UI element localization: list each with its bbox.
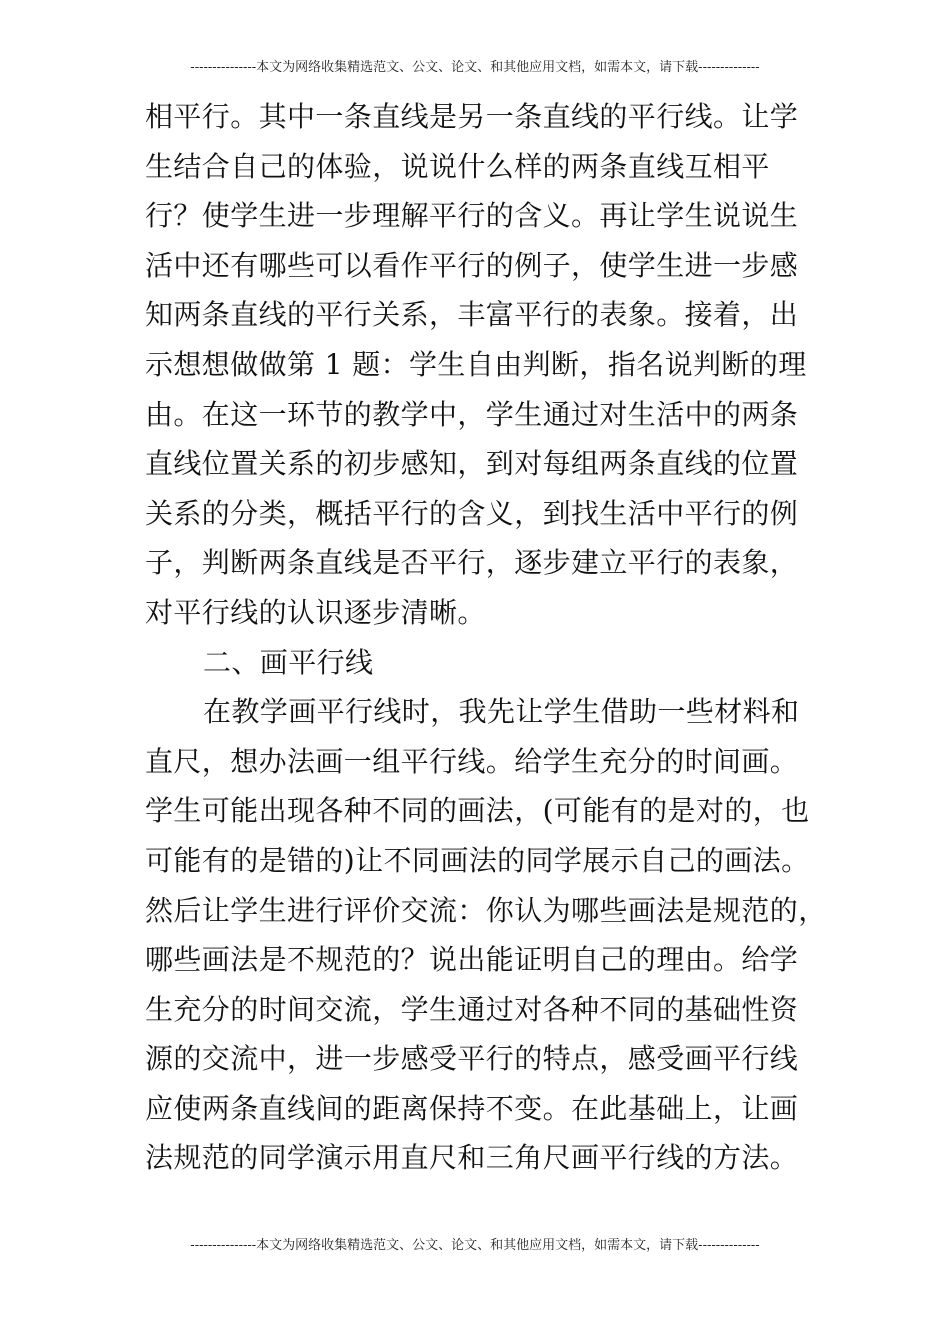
text-line: 相平行。其中一条直线是另一条直线的平行线。让学 <box>145 100 799 133</box>
text-line: 哪些画法是不规范的？说出能证明自己的理由。给学 <box>145 943 799 977</box>
text-line: 学生可能出现各种不同的画法，(可能有的是对的，也 <box>145 794 810 828</box>
text-line: 源的交流中，进一步感受平行的特点，感受画平行线 <box>145 1042 799 1076</box>
text-line: 然后让学生进行评价交流：你认为哪些画法是规范的， <box>145 893 827 927</box>
body-text <box>145 92 827 1183</box>
header-note: ---------------本文为网络收集精选范文、公文、论文、和其他应用文档，如需本文，请下载-------------- <box>190 60 760 75</box>
text-line: 应使两条直线间的距离保持不变。在此基础上，让画 <box>145 1091 799 1125</box>
text-line: 知两条直线的平行关系，丰富平行的表象。接着，出 <box>145 298 799 332</box>
text-line: 在教学画平行线时，我先让学生借助一些材料和 <box>203 695 800 729</box>
text-line: 可能有的是错的)让不同画法的同学展示自己的画法。 <box>145 843 810 877</box>
text-line: 生结合自己的体验，说说什么样的两条直线互相平 <box>145 149 770 183</box>
text-line: 子，判断两条直线是否平行，逐步建立平行的表象， <box>145 546 799 580</box>
text-line: 生充分的时间交流，学生通过对各种不同的基础性资 <box>145 992 799 1026</box>
text-line: 示想想做做第 1 题：学生自由判断，指名说判断的理 <box>145 347 807 381</box>
section-heading: 二、画平行线 <box>203 645 374 679</box>
text-line: 法规范的同学演示用直尺和三角尺画平行线的方法。 <box>145 1141 799 1175</box>
text-line: 对平行线的认识逐步清晰。 <box>145 595 486 629</box>
text-line: 关系的分类，概括平行的含义，到找生活中平行的例 <box>145 496 799 530</box>
footer-note: ---------------本文为网络收集精选范文、公文、论文、和其他应用文档，如需本文，请下载-------------- <box>190 1238 760 1253</box>
text-line: 活中还有哪些可以看作平行的例子，使学生进一步感 <box>145 248 799 282</box>
text-line: 行？使学生进一步理解平行的含义。再让学生说说生 <box>145 199 799 233</box>
text-line: 直尺，想办法画一组平行线。给学生充分的时间画。 <box>145 744 799 778</box>
text-line: 由。在这一环节的教学中，学生通过对生活中的两条 <box>145 397 799 431</box>
text-line: 直线位置关系的初步感知，到对每组两条直线的位置 <box>145 447 799 481</box>
